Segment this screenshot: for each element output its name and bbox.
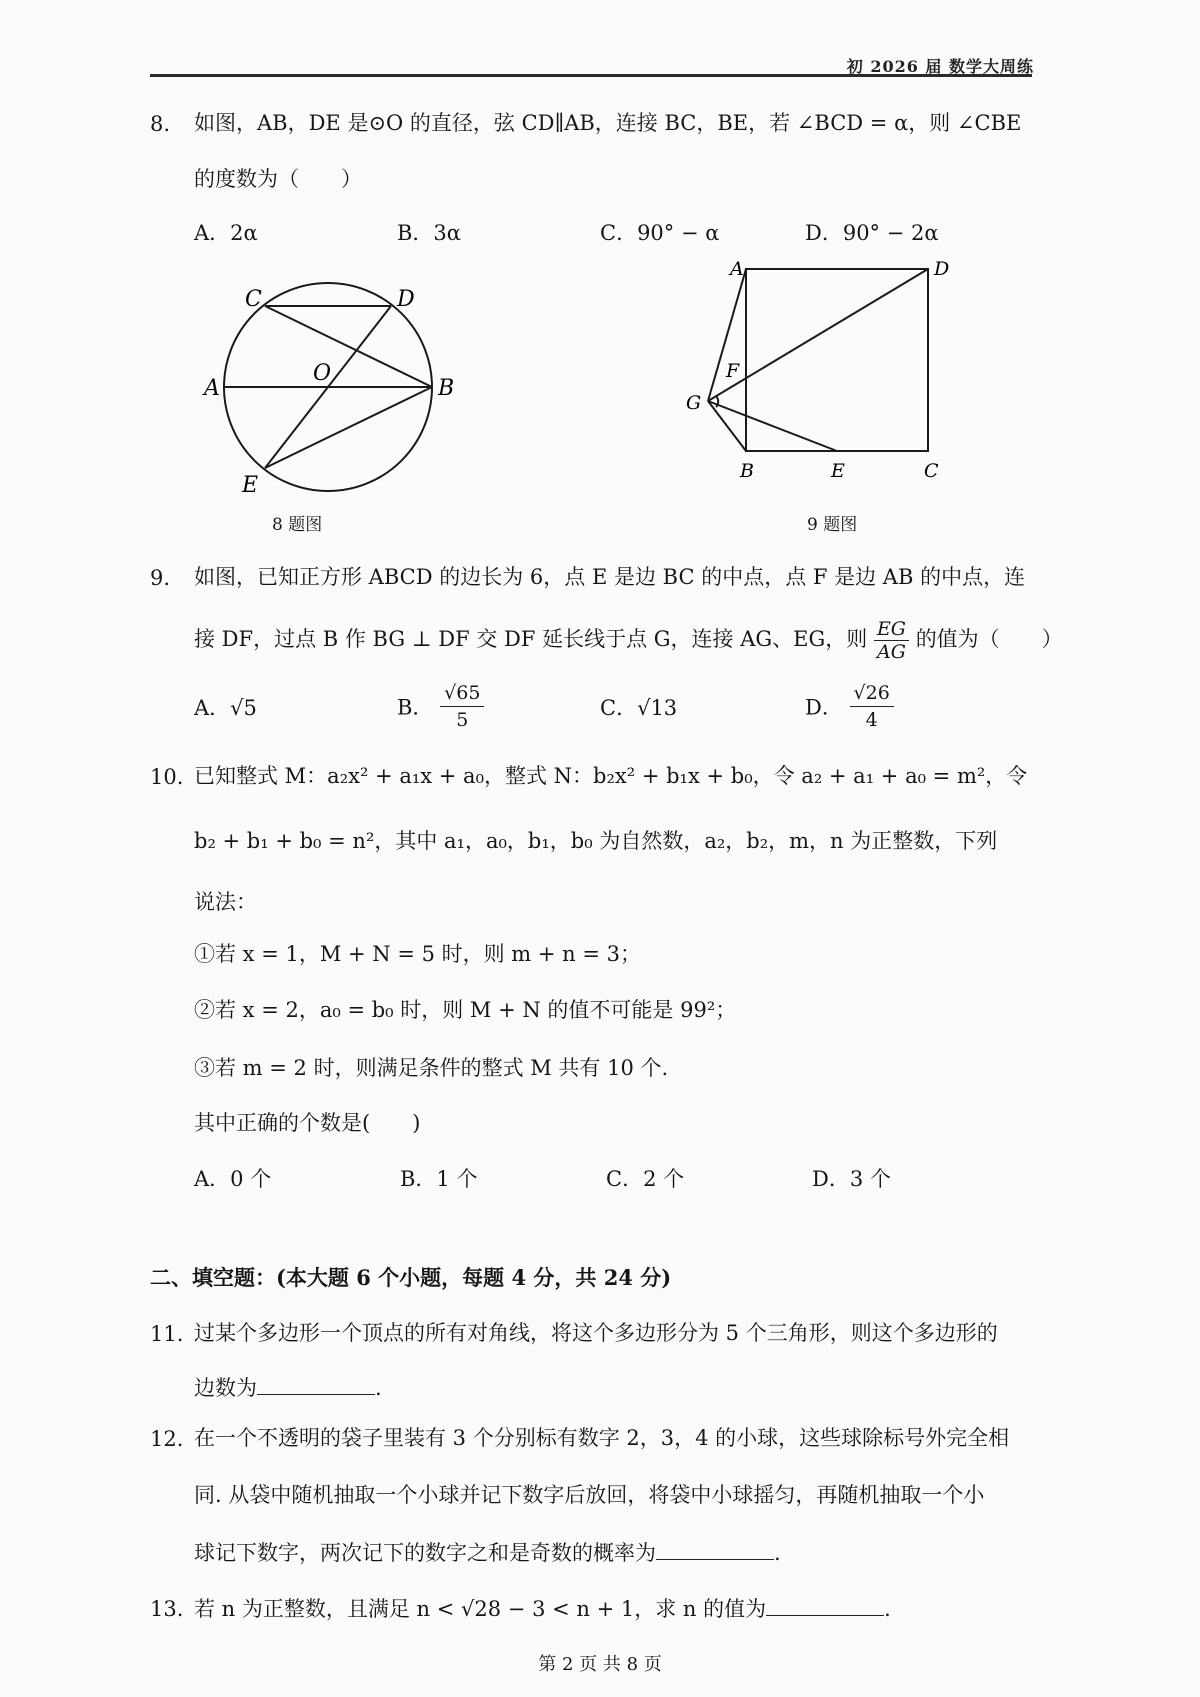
- q10-line3: 说法：: [194, 890, 257, 914]
- q9-option-d-numerator: √26: [850, 680, 894, 707]
- q10-question: 其中正确的个数是( ): [194, 1111, 421, 1135]
- q9-number: 9.: [150, 566, 171, 590]
- fig9-label-c: C: [924, 460, 939, 482]
- q9-line2: [194, 618, 1063, 663]
- q10-line2: b₂ + b₁ + b₀ = n²，其中 a₁，a₀，b₁，b₀ 为自然数，a₂，b₂，m，n 为正整数，下列: [194, 829, 998, 853]
- fig9-label-f: F: [726, 360, 740, 382]
- q10-option-c: C．2 个: [606, 1167, 685, 1191]
- q9-option-d: [805, 680, 894, 733]
- q9-option-b-numerator: √65: [440, 680, 484, 707]
- q10-line1: 已知整式 M：a₂x² + a₁x + a₀，整式 N：b₂x² + b₁x + b₀，令 a₂ + a₁ + a₀ = m²，令: [194, 764, 1028, 788]
- q9-option-c: C．√13: [600, 696, 678, 720]
- q10-option-d: D．3 个: [812, 1167, 891, 1191]
- q13-line1: [194, 1593, 891, 1624]
- fig9-square: [746, 269, 928, 451]
- q8-option-a: A．2α: [194, 221, 258, 245]
- q10-statement-3: ③若 m = 2 时，则满足条件的整式 M 共有 10 个.: [194, 1056, 669, 1080]
- page-footer: 第 2 页 共 8 页: [538, 1654, 662, 1675]
- q8-line2: 的度数为（ ）: [194, 167, 362, 191]
- q11-answer-blank[interactable]: [257, 1372, 375, 1395]
- q10-number: 10.: [150, 765, 184, 789]
- header-title: 初 2026 届 数学大周练: [846, 57, 1034, 76]
- q9-option-d-label: D．: [805, 695, 843, 720]
- fig8-label-c: C: [245, 287, 262, 312]
- q10-statement-2: ②若 x = 2，a₀ = b₀ 时，则 M + N 的值不可能是 99²；: [194, 998, 737, 1022]
- figure-9: [680, 255, 980, 495]
- q8-option-c: C．90° − α: [600, 221, 720, 245]
- figure-8: [200, 270, 460, 500]
- q9-option-b: [397, 680, 484, 733]
- q13-line1-text: 若 n 为正整数，且满足 n < √28 − 3 < n + 1，求 n 的值为: [194, 1597, 767, 1621]
- q13-answer-blank[interactable]: [766, 1593, 884, 1616]
- fig9-label-b: B: [740, 460, 754, 482]
- q10-statement-1: ①若 x = 1，M + N = 5 时，则 m + n = 3；: [194, 942, 641, 966]
- q8-number: 8.: [150, 112, 171, 136]
- q9-fraction-numerator: EG: [874, 618, 909, 641]
- q11-period: .: [375, 1376, 382, 1400]
- q9-fraction-denominator: AG: [877, 641, 906, 663]
- fig8-caption: 8 题图: [272, 515, 323, 535]
- section-2-heading: 二、填空题：(本大题 6 个小题，每题 4 分，共 24 分): [150, 1265, 672, 1290]
- q9-line2-text-b: 的值为（ ）: [915, 627, 1063, 651]
- q9-option-a: A．√5: [194, 696, 257, 720]
- q10-option-b: B．1 个: [400, 1167, 478, 1191]
- q9-option-b-denominator: 5: [456, 709, 469, 731]
- q9-line2-text-a: 接 DF，过点 B 作 BG ⊥ DF 交 DF 延长线于点 G，连接 AG、EG，则: [194, 627, 868, 651]
- q9-option-b-label: B．: [397, 695, 434, 720]
- q12-line2: 同. 从袋中随机抽取一个小球并记下数字后放回，将袋中小球摇匀，再随机抽取一个小: [194, 1483, 985, 1507]
- fig9-caption: 9 题图: [807, 515, 858, 535]
- q9-option-d-fraction: [850, 680, 894, 733]
- q11-line2: [194, 1372, 382, 1403]
- q13-period: .: [884, 1597, 891, 1621]
- fig9-label-a: A: [730, 258, 744, 280]
- q8-option-d: D．90° − 2α: [805, 221, 939, 245]
- fig8-label-e: E: [242, 473, 259, 498]
- fig8-label-d: D: [397, 287, 415, 312]
- fig9-label-g: G: [686, 392, 702, 414]
- q11-line1: 过某个多边形一个顶点的所有对角线，将这个多边形分为 5 个三角形，则这个多边形的: [194, 1321, 998, 1345]
- fig9-right-angle-mark: [716, 396, 718, 407]
- q11-line2-text: 边数为: [194, 1376, 257, 1400]
- q12-line3-text: 球记下数字，两次记下的数字之和是奇数的概率为: [194, 1541, 656, 1565]
- q12-line3: [194, 1537, 781, 1568]
- fig9-label-d: D: [934, 258, 950, 280]
- q8-line1: 如图，AB，DE 是⊙O 的直径，弦 CD∥AB，连接 BC，BE，若 ∠BCD = α，则 ∠CBE: [194, 111, 1022, 135]
- q12-line1: 在一个不透明的袋子里装有 3 个分别标有数字 2，3，4 的小球，这些球除标号外完全相: [194, 1426, 1010, 1450]
- q13-number: 13.: [150, 1597, 184, 1621]
- q10-option-a: A．0 个: [194, 1167, 272, 1191]
- q8-option-b: B．3α: [397, 221, 461, 245]
- fig8-label-b: B: [438, 376, 455, 401]
- q9-line1: 如图，已知正方形 ABCD 的边长为 6，点 E 是边 BC 的中点，点 F 是边 AB 的中点，连: [194, 565, 1026, 589]
- q11-number: 11.: [150, 1322, 184, 1346]
- q9-fraction-eg-ag: [874, 618, 909, 663]
- fig9-label-e: E: [831, 460, 845, 482]
- fig8-label-a: A: [204, 376, 220, 401]
- q9-option-d-denominator: 4: [865, 709, 878, 731]
- q12-period: .: [774, 1541, 781, 1565]
- fig8-label-o: O: [313, 361, 332, 386]
- q12-answer-blank[interactable]: [656, 1537, 774, 1560]
- q12-number: 12.: [150, 1427, 184, 1451]
- q9-option-b-fraction: [440, 680, 484, 733]
